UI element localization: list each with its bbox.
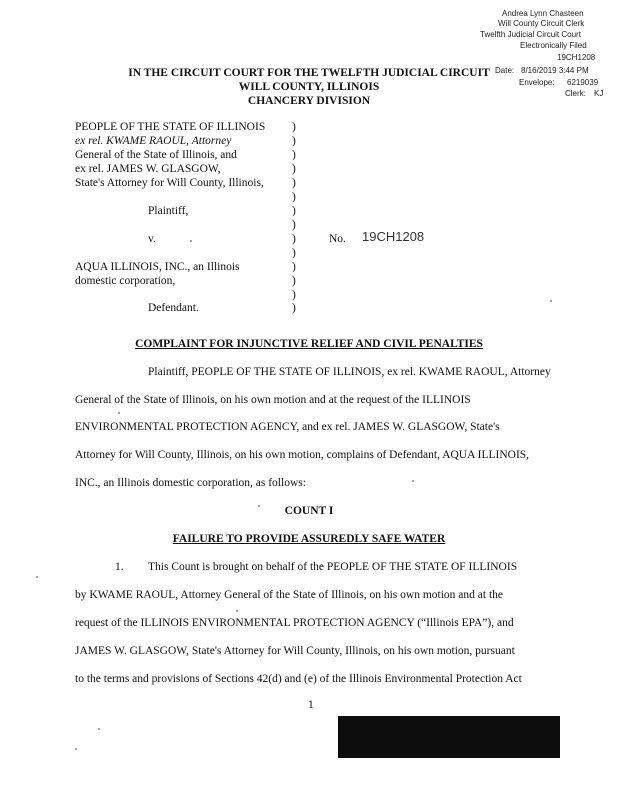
para1-number: 1.: [115, 561, 124, 573]
page-number: 1: [308, 699, 314, 711]
caption-paren: ): [292, 247, 296, 259]
para1-line: JAMES W. GLASGOW, State's Attorney for Will County, Illinois, on his own motion, pursuant: [75, 645, 515, 657]
stamp-clerk-value: KJ: [594, 89, 604, 98]
para1-line: by KWAME RAOUL, Attorney General of the State of Illinois, on his own motion and at the: [75, 589, 503, 601]
caption-paren: ): [292, 219, 296, 231]
stamp-case-number: 19CH1208: [557, 53, 596, 62]
scan-speck: [550, 300, 552, 302]
scan-speck: [36, 576, 38, 578]
caption-paren: ): [292, 191, 296, 203]
caption-defendant-line: domestic corporation,: [75, 275, 176, 287]
caption-paren: ): [292, 177, 296, 189]
stamp-date-value: 8/16/2019 3:44 PM: [521, 66, 589, 75]
stamp-envelope-value: 6219039: [567, 78, 599, 87]
caption-defendant-label: Defendant.: [148, 302, 199, 314]
case-no-label: No.: [329, 233, 346, 245]
caption-paren: ): [292, 302, 296, 314]
scan-speck: [98, 728, 100, 730]
stamp-date-label: Date:: [495, 66, 515, 75]
stamp-electronically-filed: Electronically Filed: [520, 41, 587, 50]
caption-plaintiff-line: ex rel. KWAME RAOUL, Attorney: [75, 135, 232, 147]
caption-plaintiff-line: ex rel. JAMES W. GLASGOW,: [75, 163, 221, 175]
caption-paren: ): [292, 275, 296, 287]
stamp-clerk-name: Andrea Lynn Chasteen: [502, 9, 584, 18]
count-title: FAILURE TO PROVIDE ASSUREDLY SAFE WATER: [172, 533, 446, 545]
caption-plaintiff-line: State's Attorney for Will County, Illinois,: [75, 177, 264, 189]
intro-line: Plaintiff, PEOPLE OF THE STATE OF ILLINOIS, ex rel. KWAME RAOUL, Attorney: [148, 366, 551, 378]
stamp-county-clerk: Will County Circuit Clerk: [498, 19, 585, 28]
intro-line: Attorney for Will County, Illinois, on his own motion, complains of Defendant, AQUA ILLINOIS,: [75, 449, 530, 461]
stamp-clerk-label: Clerk:: [565, 89, 586, 98]
scan-speck: [236, 610, 238, 612]
caption-plaintiff-label: Plaintiff,: [148, 205, 189, 217]
scan-speck: [118, 412, 120, 414]
court-heading-line3: CHANCERY DIVISION: [247, 95, 371, 107]
scan-speck: [75, 748, 77, 750]
count-heading: COUNT I: [284, 505, 334, 517]
caption-paren: ): [292, 289, 296, 301]
caption-plaintiff-line: General of the State of Illinois, and: [75, 149, 237, 161]
scan-speck: [258, 505, 260, 507]
intro-line: ENVIRONMENTAL PROTECTION AGENCY, and ex rel. JAMES W. GLASGOW, State's: [75, 421, 500, 433]
caption-paren: ): [292, 135, 296, 147]
para1-line: to the terms and provisions of Sections 42(d) and (e) of the Illinois Environmental Protection Act: [75, 673, 522, 685]
caption-paren: ): [292, 163, 296, 175]
caption-paren: ): [292, 261, 296, 273]
case-no-value: 19CH1208: [362, 229, 425, 244]
para1-line: request of the ILLINOIS ENVIRONMENTAL PROTECTION AGENCY (“Illinois EPA”), and: [75, 617, 514, 629]
scan-speck: [412, 480, 414, 482]
caption-plaintiff-line: PEOPLE OF THE STATE OF ILLINOIS: [75, 121, 266, 133]
redaction-block: [338, 716, 560, 758]
caption-paren: ): [292, 149, 296, 161]
intro-line: General of the State of Illinois, on his own motion and at the request of the ILLINOIS: [75, 394, 471, 406]
caption-defendant-line: AQUA ILLINOIS, INC., an Illinois: [75, 261, 240, 273]
para1-line: This Count is brought on behalf of the PEOPLE OF THE STATE OF ILLINOIS: [148, 561, 518, 573]
stamp-court: Twelfth Judicial Circuit Court: [480, 30, 581, 39]
court-heading-line1: IN THE CIRCUIT COURT FOR THE TWELFTH JUDICIAL CIRCUIT: [128, 67, 490, 79]
caption-paren: ): [292, 121, 296, 133]
caption-paren: ): [292, 205, 296, 217]
intro-line: INC., an Illinois domestic corporation, as follows:: [75, 477, 306, 489]
caption-paren: ): [292, 233, 296, 245]
scan-speck: [190, 240, 192, 242]
court-heading-line2: WILL COUNTY, ILLINOIS: [238, 81, 380, 93]
complaint-title: COMPLAINT FOR INJUNCTIVE RELIEF AND CIVIL PENALTIES: [135, 338, 483, 350]
caption-versus: v.: [148, 233, 156, 245]
stamp-envelope-label: Envelope:: [519, 78, 555, 87]
